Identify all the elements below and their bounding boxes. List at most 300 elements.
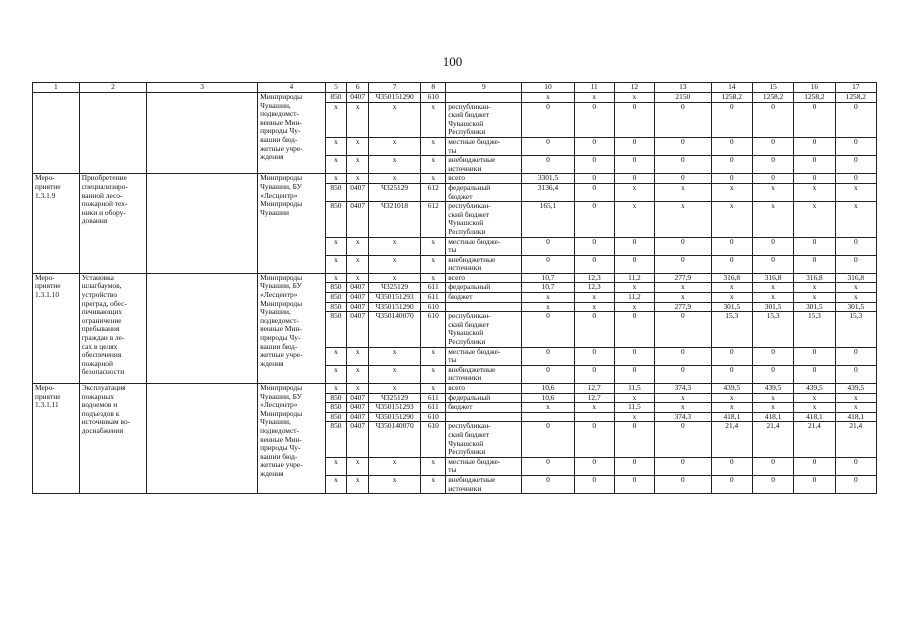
amount-cell: 21,4 bbox=[752, 422, 793, 457]
amount-cell: x bbox=[614, 202, 654, 237]
amount-cell: x bbox=[794, 183, 835, 201]
amount-cell: 0 bbox=[614, 457, 654, 475]
budget-code-cell: x bbox=[369, 102, 421, 137]
budget-code-cell: x bbox=[369, 475, 421, 493]
amount-cell: 0 bbox=[522, 237, 574, 255]
budget-code-cell: 850 bbox=[325, 393, 347, 403]
target-indicator-cell bbox=[147, 174, 258, 274]
amount-cell: 439,5 bbox=[711, 384, 752, 394]
amount-cell: 1258,2 bbox=[752, 93, 793, 103]
amount-cell: 0 bbox=[711, 475, 752, 493]
amount-cell: 0 bbox=[835, 475, 876, 493]
funding-source-cell: внебюджетные источники bbox=[446, 255, 522, 273]
budget-code-cell: x bbox=[347, 457, 369, 475]
amount-cell: 0 bbox=[574, 365, 614, 383]
budget-code-cell: 0407 bbox=[347, 183, 369, 201]
amount-cell: 0 bbox=[711, 137, 752, 155]
executor-cell: Минприроды Чувашии, подведомст- венные Мин- природы Чу- вашии бюд- жетные учре- ждения bbox=[258, 93, 325, 174]
page-number: 100 bbox=[442, 54, 463, 69]
budget-code-cell: x bbox=[421, 384, 446, 394]
amount-cell: 0 bbox=[794, 365, 835, 383]
executor-cell: Минприроды Чувашии, БУ «Лесцентр» Минприроды Чувашии, подведомст- венные Мин- природы Чу- вашии бюд- жетные учре- ждения bbox=[258, 384, 325, 494]
amount-cell: 0 bbox=[711, 347, 752, 365]
amount-cell: 316,8 bbox=[794, 273, 835, 283]
amount-cell: x bbox=[711, 393, 752, 403]
amount-cell: 0 bbox=[574, 457, 614, 475]
amount-cell: x bbox=[794, 283, 835, 293]
budget-code-cell: 0407 bbox=[347, 403, 369, 413]
executor-cell: Минприроды Чувашии, БУ «Лесцентр» Минприроды Чувашии, подведомст- венные Мин- природы Чу- вашии бюд- жетные учре- ждения bbox=[258, 273, 325, 383]
amount-cell: x bbox=[835, 393, 876, 403]
amount-cell: x bbox=[794, 393, 835, 403]
amount-cell: 0 bbox=[614, 255, 654, 273]
amount-cell: 0 bbox=[835, 365, 876, 383]
funding-source-cell: всего bbox=[446, 174, 522, 184]
funding-source-cell: республикан- ский бюджет Чувашской Республики bbox=[446, 102, 522, 137]
amount-cell: 316,8 bbox=[752, 273, 793, 283]
amount-cell: 0 bbox=[655, 312, 712, 347]
amount-cell: 0 bbox=[522, 137, 574, 155]
amount-cell: 10,6 bbox=[522, 393, 574, 403]
amount-cell: 301,5 bbox=[835, 302, 876, 312]
amount-cell: x bbox=[574, 302, 614, 312]
amount-cell: 12,3 bbox=[574, 283, 614, 293]
funding-source-cell: местные бюдже- ты bbox=[446, 347, 522, 365]
funding-source-cell: бюджет bbox=[446, 293, 522, 303]
amount-cell: 418,1 bbox=[835, 412, 876, 422]
funding-source-cell: республикан- ский бюджет Чувашской Республики bbox=[446, 422, 522, 457]
budget-code-cell: Ч350140070 bbox=[369, 312, 421, 347]
amount-cell: 0 bbox=[711, 156, 752, 174]
budget-code-cell: x bbox=[369, 237, 421, 255]
column-number: 13 bbox=[655, 83, 712, 93]
budget-code-cell: x bbox=[369, 156, 421, 174]
budget-code-cell: x bbox=[325, 137, 347, 155]
amount-cell: 301,5 bbox=[752, 302, 793, 312]
target-indicator-cell bbox=[147, 93, 258, 174]
amount-cell: 0 bbox=[835, 102, 876, 137]
budget-code-cell: Ч325129 bbox=[369, 393, 421, 403]
event-title-cell: Приобретение специализиро- ванной лесо- пожарной тех- ники и обору- дования bbox=[79, 174, 146, 274]
column-number: 11 bbox=[574, 83, 614, 93]
column-number: 8 bbox=[421, 83, 446, 93]
amount-cell: x bbox=[794, 293, 835, 303]
amount-cell: 21,4 bbox=[711, 422, 752, 457]
budget-code-cell: 611 bbox=[421, 283, 446, 293]
amount-cell: 0 bbox=[835, 137, 876, 155]
amount-cell: 0 bbox=[752, 156, 793, 174]
amount-cell: 0 bbox=[794, 475, 835, 493]
amount-cell: x bbox=[794, 403, 835, 413]
table-row bbox=[33, 174, 877, 184]
budget-code-cell: x bbox=[369, 457, 421, 475]
amount-cell: 439,5 bbox=[835, 384, 876, 394]
budget-code-cell: x bbox=[421, 102, 446, 137]
amount-cell: 1258,2 bbox=[835, 93, 876, 103]
amount-cell: 0 bbox=[752, 457, 793, 475]
budget-code-cell: x bbox=[325, 174, 347, 184]
amount-cell: 301,5 bbox=[794, 302, 835, 312]
amount-cell: 0 bbox=[752, 347, 793, 365]
amount-cell: x bbox=[711, 202, 752, 237]
budget-code-cell: 610 bbox=[421, 412, 446, 422]
budget-code-cell: x bbox=[369, 174, 421, 184]
budget-code-cell: 0407 bbox=[347, 302, 369, 312]
amount-cell: 0 bbox=[794, 102, 835, 137]
column-number: 12 bbox=[614, 83, 654, 93]
budget-code-cell: 850 bbox=[325, 202, 347, 237]
budget-code-cell: 0407 bbox=[347, 312, 369, 347]
amount-cell: 0 bbox=[655, 137, 712, 155]
budget-code-cell: Ч350151293 bbox=[369, 403, 421, 413]
amount-cell: 0 bbox=[794, 347, 835, 365]
budget-code-cell: Ч350140070 bbox=[369, 422, 421, 457]
column-number-row bbox=[33, 83, 877, 93]
table-row bbox=[33, 273, 877, 283]
column-number: 7 bbox=[369, 83, 421, 93]
amount-cell: 3301,5 bbox=[522, 174, 574, 184]
funding-source-cell: всего bbox=[446, 384, 522, 394]
amount-cell: 0 bbox=[835, 347, 876, 365]
amount-cell: 0 bbox=[574, 183, 614, 201]
budget-code-cell: x bbox=[325, 102, 347, 137]
budget-code-cell: x bbox=[325, 384, 347, 394]
amount-cell: x bbox=[655, 202, 712, 237]
funding-source-cell: всего bbox=[446, 273, 522, 283]
amount-cell: x bbox=[614, 393, 654, 403]
budget-code-cell: 850 bbox=[325, 302, 347, 312]
amount-cell: 2150 bbox=[655, 93, 712, 103]
amount-cell: x bbox=[752, 293, 793, 303]
amount-cell: 0 bbox=[614, 312, 654, 347]
budget-code-cell: 850 bbox=[325, 312, 347, 347]
amount-cell: 0 bbox=[794, 156, 835, 174]
amount-cell: x bbox=[655, 283, 712, 293]
amount-cell: 0 bbox=[711, 237, 752, 255]
column-number: 2 bbox=[79, 83, 146, 93]
budget-code-cell: x bbox=[421, 475, 446, 493]
budget-code-cell: x bbox=[421, 237, 446, 255]
amount-cell: 0 bbox=[655, 237, 712, 255]
target-indicator-cell bbox=[147, 384, 258, 494]
amount-cell: 316,8 bbox=[835, 273, 876, 283]
amount-cell: 0 bbox=[522, 255, 574, 273]
budget-code-cell: x bbox=[421, 255, 446, 273]
budget-code-cell: x bbox=[347, 255, 369, 273]
amount-cell: 11,5 bbox=[614, 403, 654, 413]
budget-code-cell: x bbox=[325, 457, 347, 475]
budget-code-cell: 0407 bbox=[347, 412, 369, 422]
column-number: 16 bbox=[794, 83, 835, 93]
column-number: 5 bbox=[325, 83, 347, 93]
amount-cell: 0 bbox=[794, 457, 835, 475]
amount-cell: x bbox=[574, 403, 614, 413]
amount-cell: 418,1 bbox=[711, 412, 752, 422]
amount-cell bbox=[522, 412, 574, 422]
event-title-cell: Эксплуатация пожарных водоемов и подъездов к источникам во- доснабжения bbox=[79, 384, 146, 494]
amount-cell: 277,9 bbox=[655, 302, 712, 312]
event-number-cell: Меро- приятие 1.3.1.11 bbox=[33, 384, 80, 494]
budget-code-cell: x bbox=[347, 475, 369, 493]
amount-cell: 0 bbox=[835, 156, 876, 174]
amount-cell: 11,5 bbox=[614, 384, 654, 394]
column-number: 17 bbox=[835, 83, 876, 93]
amount-cell: 12,7 bbox=[574, 384, 614, 394]
amount-cell: x bbox=[752, 403, 793, 413]
amount-cell: 15,3 bbox=[794, 312, 835, 347]
funding-source-cell: республикан- ский бюджет Чувашской Республики bbox=[446, 202, 522, 237]
amount-cell: 12,7 bbox=[574, 393, 614, 403]
amount-cell: 0 bbox=[655, 174, 712, 184]
table-row bbox=[33, 384, 877, 394]
amount-cell: 3136,4 bbox=[522, 183, 574, 201]
amount-cell: x bbox=[522, 403, 574, 413]
budget-code-cell: 611 bbox=[421, 293, 446, 303]
funding-source-cell: республикан- ский бюджет Чувашской Республики bbox=[446, 312, 522, 347]
amount-cell: 0 bbox=[522, 365, 574, 383]
amount-cell: 0 bbox=[614, 102, 654, 137]
amount-cell: x bbox=[614, 183, 654, 201]
amount-cell: x bbox=[614, 283, 654, 293]
budget-code-cell: x bbox=[347, 102, 369, 137]
amount-cell: 277,9 bbox=[655, 273, 712, 283]
budget-code-cell: Ч325129 bbox=[369, 283, 421, 293]
funding-source-cell: местные бюдже- ты bbox=[446, 457, 522, 475]
amount-cell: x bbox=[614, 93, 654, 103]
column-number: 3 bbox=[147, 83, 258, 93]
amount-cell: x bbox=[835, 293, 876, 303]
budget-code-cell: 612 bbox=[421, 183, 446, 201]
amount-cell: x bbox=[574, 93, 614, 103]
budget-code-cell: 850 bbox=[325, 293, 347, 303]
amount-cell: 0 bbox=[614, 137, 654, 155]
budget-code-cell: x bbox=[347, 174, 369, 184]
amount-cell: 0 bbox=[835, 174, 876, 184]
funding-source-cell: федеральный bbox=[446, 393, 522, 403]
amount-cell: 0 bbox=[522, 457, 574, 475]
amount-cell: 418,1 bbox=[752, 412, 793, 422]
budget-code-cell: 850 bbox=[325, 422, 347, 457]
amount-cell: 0 bbox=[711, 174, 752, 184]
event-title-cell bbox=[79, 93, 146, 174]
budget-code-cell: x bbox=[421, 156, 446, 174]
amount-cell: x bbox=[752, 393, 793, 403]
budget-code-cell: x bbox=[347, 384, 369, 394]
amount-cell: 0 bbox=[522, 312, 574, 347]
amount-cell: 10,6 bbox=[522, 384, 574, 394]
budget-code-cell: x bbox=[369, 365, 421, 383]
event-title-cell: Установка шлагбаумов, устройство преград, обес- печивающих ограничение пребывания граждан в ле- сах в целях обеспечения пожарной безопасности bbox=[79, 273, 146, 383]
budget-code-cell: x bbox=[369, 137, 421, 155]
budget-code-cell: 850 bbox=[325, 403, 347, 413]
amount-cell: x bbox=[655, 403, 712, 413]
amount-cell: x bbox=[835, 403, 876, 413]
funding-source-cell: федеральный bbox=[446, 283, 522, 293]
budget-code-cell: x bbox=[421, 174, 446, 184]
amount-cell: 0 bbox=[522, 475, 574, 493]
amount-cell: 11,2 bbox=[614, 293, 654, 303]
amount-cell: 0 bbox=[574, 102, 614, 137]
amount-cell: 0 bbox=[655, 255, 712, 273]
amount-cell: 0 bbox=[614, 156, 654, 174]
amount-cell: 0 bbox=[711, 457, 752, 475]
amount-cell: 0 bbox=[794, 174, 835, 184]
column-number: 15 bbox=[752, 83, 793, 93]
budget-code-cell: x bbox=[421, 137, 446, 155]
budget-code-cell: 0407 bbox=[347, 202, 369, 237]
amount-cell: x bbox=[522, 293, 574, 303]
budget-code-cell: Ч325129 bbox=[369, 183, 421, 201]
budget-code-cell: x bbox=[325, 237, 347, 255]
amount-cell: x bbox=[794, 202, 835, 237]
budget-code-cell: x bbox=[325, 365, 347, 383]
amount-cell: 439,5 bbox=[794, 384, 835, 394]
budget-code-cell: x bbox=[347, 273, 369, 283]
amount-cell: 0 bbox=[752, 365, 793, 383]
budget-code-cell: x bbox=[325, 273, 347, 283]
amount-cell: 165,1 bbox=[522, 202, 574, 237]
budget-code-cell: x bbox=[325, 156, 347, 174]
amount-cell: 374,3 bbox=[655, 384, 712, 394]
budget-code-cell: Ч350151290 bbox=[369, 302, 421, 312]
amount-cell: 0 bbox=[711, 102, 752, 137]
funding-source-cell: внебюджетные источники bbox=[446, 475, 522, 493]
amount-cell: 0 bbox=[655, 102, 712, 137]
amount-cell: 0 bbox=[794, 255, 835, 273]
budget-code-cell: x bbox=[421, 273, 446, 283]
budget-code-cell: 610 bbox=[421, 93, 446, 103]
amount-cell: 0 bbox=[522, 102, 574, 137]
amount-cell: x bbox=[752, 202, 793, 237]
amount-cell: 15,3 bbox=[752, 312, 793, 347]
budget-code-cell: x bbox=[347, 347, 369, 365]
amount-cell: 0 bbox=[655, 457, 712, 475]
amount-cell: 21,4 bbox=[835, 422, 876, 457]
amount-cell: 0 bbox=[614, 422, 654, 457]
amount-cell: x bbox=[711, 283, 752, 293]
budget-code-cell: x bbox=[369, 273, 421, 283]
budget-code-cell: x bbox=[347, 156, 369, 174]
amount-cell: 1258,2 bbox=[794, 93, 835, 103]
column-number: 9 bbox=[446, 83, 522, 93]
amount-cell: 0 bbox=[752, 174, 793, 184]
budget-code-cell: 610 bbox=[421, 302, 446, 312]
budget-code-cell: 612 bbox=[421, 202, 446, 237]
amount-cell: 0 bbox=[835, 237, 876, 255]
column-number: 14 bbox=[711, 83, 752, 93]
amount-cell: x bbox=[614, 302, 654, 312]
amount-cell: 0 bbox=[614, 365, 654, 383]
amount-cell: 301,5 bbox=[711, 302, 752, 312]
funding-source-cell bbox=[446, 93, 522, 103]
amount-cell: 0 bbox=[752, 137, 793, 155]
budget-code-cell: x bbox=[325, 347, 347, 365]
budget-code-cell: 850 bbox=[325, 93, 347, 103]
budget-code-cell: Ч350151293 bbox=[369, 293, 421, 303]
budget-code-cell: 0407 bbox=[347, 283, 369, 293]
amount-cell: 0 bbox=[574, 312, 614, 347]
amount-cell: 10,7 bbox=[522, 273, 574, 283]
funding-source-cell: бюджет bbox=[446, 403, 522, 413]
amount-cell: x bbox=[574, 293, 614, 303]
amount-cell: 10,7 bbox=[522, 283, 574, 293]
budget-code-cell: x bbox=[347, 365, 369, 383]
amount-cell: 0 bbox=[522, 422, 574, 457]
amount-cell: x bbox=[711, 403, 752, 413]
budget-code-cell: 610 bbox=[421, 422, 446, 457]
amount-cell: 0 bbox=[752, 102, 793, 137]
budget-code-cell: x bbox=[369, 347, 421, 365]
amount-cell: 0 bbox=[574, 422, 614, 457]
amount-cell: 1258,2 bbox=[711, 93, 752, 103]
amount-cell: x bbox=[752, 283, 793, 293]
amount-cell: 21,4 bbox=[794, 422, 835, 457]
amount-cell: 0 bbox=[574, 237, 614, 255]
budget-code-cell: Ч350151290 bbox=[369, 93, 421, 103]
amount-cell: 0 bbox=[711, 365, 752, 383]
budget-code-cell: 850 bbox=[325, 283, 347, 293]
amount-cell: x bbox=[835, 183, 876, 201]
budget-code-cell: 0407 bbox=[347, 393, 369, 403]
budget-code-cell: 850 bbox=[325, 183, 347, 201]
amount-cell: 0 bbox=[752, 475, 793, 493]
budget-code-cell: 611 bbox=[421, 393, 446, 403]
funding-source-cell bbox=[446, 412, 522, 422]
column-number: 6 bbox=[347, 83, 369, 93]
amount-cell: 12,3 bbox=[574, 273, 614, 283]
budget-code-cell: x bbox=[369, 255, 421, 273]
budget-code-cell: 0407 bbox=[347, 422, 369, 457]
funding-source-cell: местные бюдже- ты bbox=[446, 237, 522, 255]
budget-code-cell: x bbox=[347, 237, 369, 255]
amount-cell: 0 bbox=[574, 156, 614, 174]
funding-source-cell bbox=[446, 302, 522, 312]
column-number: 4 bbox=[258, 83, 325, 93]
amount-cell: 0 bbox=[574, 255, 614, 273]
executor-cell: Минприроды Чувашии, БУ «Лесцентр» Минприроды Чувашии bbox=[258, 174, 325, 274]
amount-cell: 0 bbox=[614, 347, 654, 365]
amount-cell: 0 bbox=[655, 156, 712, 174]
column-number: 10 bbox=[522, 83, 574, 93]
amount-cell: 0 bbox=[752, 255, 793, 273]
amount-cell: 15,3 bbox=[835, 312, 876, 347]
event-number-cell bbox=[33, 93, 80, 174]
funding-source-cell: внебюджетные источники bbox=[446, 365, 522, 383]
amount-cell: 374,3 bbox=[655, 412, 712, 422]
amount-cell: 0 bbox=[614, 475, 654, 493]
amount-cell: 0 bbox=[794, 137, 835, 155]
funding-source-cell: внебюджетные источники bbox=[446, 156, 522, 174]
amount-cell: 0 bbox=[655, 422, 712, 457]
event-number-cell: Меро- приятие 1.3.1.9 bbox=[33, 174, 80, 274]
budget-code-cell: x bbox=[369, 384, 421, 394]
amount-cell bbox=[574, 412, 614, 422]
amount-cell: x bbox=[655, 293, 712, 303]
budget-code-cell: x bbox=[347, 137, 369, 155]
amount-cell: 316,8 bbox=[711, 273, 752, 283]
amount-cell: 0 bbox=[655, 347, 712, 365]
amount-cell: 0 bbox=[835, 255, 876, 273]
target-indicator-cell bbox=[147, 273, 258, 383]
budget-code-cell: x bbox=[421, 365, 446, 383]
amount-cell: x bbox=[522, 93, 574, 103]
amount-cell: 0 bbox=[574, 347, 614, 365]
amount-cell: x bbox=[655, 183, 712, 201]
amount-cell: 0 bbox=[614, 174, 654, 184]
amount-cell: x bbox=[522, 302, 574, 312]
amount-cell: 0 bbox=[614, 237, 654, 255]
amount-cell: 0 bbox=[574, 202, 614, 237]
